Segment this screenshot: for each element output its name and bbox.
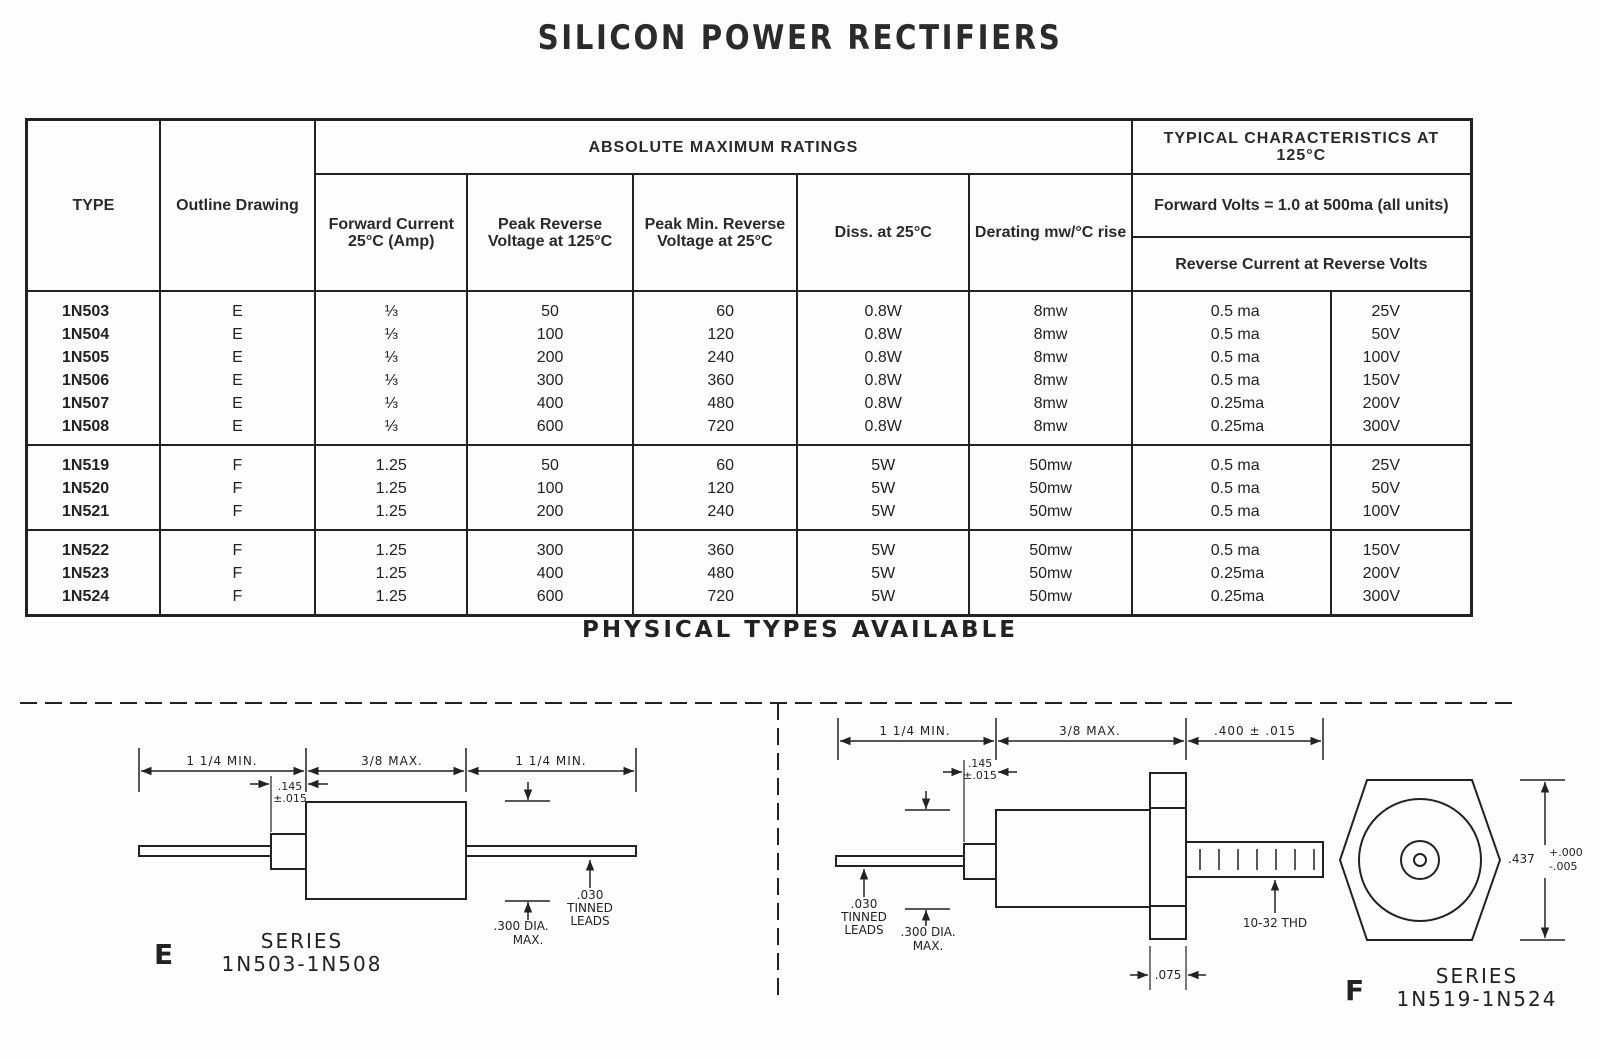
- cell-reverse-current: 0.5 ma: [1132, 477, 1331, 500]
- cell-peak-reverse-voltage: 100: [467, 323, 632, 346]
- cell-reverse-current: 0.5 ma: [1132, 369, 1331, 392]
- cell-peak-min-reverse-voltage: 360: [633, 369, 797, 392]
- cell-forward-current: 1.25: [315, 500, 467, 530]
- cell-forward-current: ⅓: [315, 392, 467, 415]
- cell-reverse-current: 0.25ma: [1132, 415, 1331, 445]
- cell-type: 1N507: [27, 392, 160, 415]
- cell-reverse-volts: 50V: [1331, 323, 1471, 346]
- cell-dissipation: 0.8W: [797, 323, 969, 346]
- cell-outline: E: [160, 323, 315, 346]
- header-outline-drawing: Outline Drawing: [160, 120, 315, 292]
- e-dim-diameter: .300 DIA.: [493, 919, 549, 933]
- f-dim-shoulder: .145: [967, 757, 993, 770]
- table-row: [27, 477, 1472, 500]
- cell-dissipation: 5W: [797, 477, 969, 500]
- f-hex-end-view: [1340, 780, 1500, 940]
- e-dim-body: 3/8 MAX.: [361, 754, 423, 768]
- cell-type: 1N505: [27, 346, 160, 369]
- f-dim-hex-tol-minus: -.005: [1549, 860, 1578, 873]
- cell-peak-min-reverse-voltage: 60: [633, 291, 797, 323]
- e-right-lead: [466, 846, 636, 856]
- cell-reverse-volts: 150V: [1331, 530, 1471, 562]
- cell-derating: 50mw: [969, 530, 1131, 562]
- cell-type: 1N504: [27, 323, 160, 346]
- f-dim-lead-tinned: TINNED: [841, 910, 887, 924]
- cell-dissipation: 5W: [797, 562, 969, 585]
- header-forward-volts: Forward Volts = 1.0 at 500ma (all units): [1132, 174, 1472, 237]
- cell-peak-min-reverse-voltage: 720: [633, 415, 797, 445]
- e-dim-lead-left: 1 1/4 MIN.: [186, 754, 258, 768]
- cell-peak-min-reverse-voltage: 240: [633, 346, 797, 369]
- cell-reverse-volts: 150V: [1331, 369, 1471, 392]
- e-dim-lead-tinned: TINNED: [567, 901, 613, 915]
- cell-outline: E: [160, 415, 315, 445]
- cell-dissipation: 5W: [797, 585, 969, 616]
- table-row: [27, 585, 1472, 616]
- f-flange: [1150, 773, 1186, 939]
- cell-peak-min-reverse-voltage: 60: [633, 445, 797, 477]
- outline-f-drawing: [836, 718, 1565, 990]
- cell-reverse-volts: 25V: [1331, 445, 1471, 477]
- cell-outline: E: [160, 392, 315, 415]
- spec-table-body: [27, 291, 1472, 616]
- cell-outline: F: [160, 477, 315, 500]
- cell-peak-reverse-voltage: 50: [467, 445, 632, 477]
- cell-dissipation: 0.8W: [797, 392, 969, 415]
- cell-outline: F: [160, 530, 315, 562]
- f-lead: [836, 856, 964, 866]
- cell-peak-reverse-voltage: 50: [467, 291, 632, 323]
- cell-type: 1N522: [27, 530, 160, 562]
- cell-dissipation: 0.8W: [797, 291, 969, 323]
- e-series-range: 1N503-1N508: [221, 952, 383, 976]
- cell-derating: 50mw: [969, 585, 1131, 616]
- cell-type: 1N521: [27, 500, 160, 530]
- cell-derating: 8mw: [969, 369, 1131, 392]
- outline-e-drawing: [139, 748, 636, 920]
- e-left-shoulder: [271, 834, 306, 869]
- cell-peak-min-reverse-voltage: 720: [633, 585, 797, 616]
- cell-reverse-volts: 300V: [1331, 585, 1471, 616]
- e-dim-lead-right: 1 1/4 MIN.: [515, 754, 587, 768]
- cell-type: 1N503: [27, 291, 160, 323]
- cell-forward-current: ⅓: [315, 415, 467, 445]
- cell-dissipation: 5W: [797, 500, 969, 530]
- cell-reverse-current: 0.25ma: [1132, 562, 1331, 585]
- cell-derating: 8mw: [969, 415, 1131, 445]
- cell-reverse-volts: 50V: [1331, 477, 1471, 500]
- f-dim-shoulder-tol: ±.015: [963, 769, 997, 782]
- cell-forward-current: 1.25: [315, 530, 467, 562]
- cell-peak-reverse-voltage: 300: [467, 530, 632, 562]
- cell-outline: F: [160, 562, 315, 585]
- e-series-label: SERIES: [260, 929, 344, 953]
- f-shoulder: [964, 844, 996, 879]
- cell-type: 1N524: [27, 585, 160, 616]
- cell-forward-current: ⅓: [315, 323, 467, 346]
- cell-derating: 8mw: [969, 346, 1131, 369]
- cell-reverse-current: 0.25ma: [1132, 585, 1331, 616]
- cell-outline: E: [160, 369, 315, 392]
- header-reverse-current: Reverse Current at Reverse Volts: [1132, 237, 1472, 291]
- cell-peak-min-reverse-voltage: 480: [633, 392, 797, 415]
- header-derating: Derating mw/°C rise: [969, 174, 1131, 291]
- f-body: [996, 810, 1150, 907]
- table-row: [27, 323, 1472, 346]
- cell-peak-min-reverse-voltage: 120: [633, 323, 797, 346]
- cell-forward-current: 1.25: [315, 445, 467, 477]
- e-dim-shoulder-tol: ±.015: [273, 792, 307, 805]
- cell-reverse-current: 0.5 ma: [1132, 323, 1331, 346]
- f-dim-lead-leads: LEADS: [844, 923, 884, 937]
- f-dim-lead-diameter: .030: [850, 897, 878, 911]
- f-dim-thread: 10-32 THD: [1242, 916, 1308, 930]
- cell-forward-current: ⅓: [315, 291, 467, 323]
- cell-peak-reverse-voltage: 400: [467, 392, 632, 415]
- f-series-label: SERIES: [1435, 964, 1519, 988]
- f-dim-lead: 1 1/4 MIN.: [879, 724, 951, 738]
- cell-peak-min-reverse-voltage: 480: [633, 562, 797, 585]
- header-absolute-maximum-ratings: ABSOLUTE MAXIMUM RATINGS: [315, 120, 1132, 175]
- cell-peak-min-reverse-voltage: 120: [633, 477, 797, 500]
- table-row: [27, 415, 1472, 445]
- header-dissipation: Diss. at 25°C: [797, 174, 969, 291]
- cell-peak-min-reverse-voltage: 240: [633, 500, 797, 530]
- cell-reverse-volts: 300V: [1331, 415, 1471, 445]
- table-row: [27, 369, 1472, 392]
- cell-reverse-current: 0.5 ma: [1132, 291, 1331, 323]
- table-row: [27, 346, 1472, 369]
- cell-reverse-current: 0.25ma: [1132, 392, 1331, 415]
- cell-type: 1N519: [27, 445, 160, 477]
- f-dim-stud: .400 ± .015: [1213, 724, 1297, 738]
- outline-drawings: [0, 670, 1600, 1059]
- f-threaded-stud: [1186, 842, 1323, 877]
- cell-reverse-volts: 100V: [1331, 346, 1471, 369]
- cell-peak-reverse-voltage: 300: [467, 369, 632, 392]
- f-dim-flange: .075: [1154, 968, 1182, 982]
- cell-type: 1N523: [27, 562, 160, 585]
- cell-reverse-current: 0.5 ma: [1132, 500, 1331, 530]
- e-dim-lead-leads: LEADS: [570, 914, 610, 928]
- cell-forward-current: 1.25: [315, 477, 467, 500]
- cell-reverse-current: 0.5 ma: [1132, 346, 1331, 369]
- cell-type: 1N508: [27, 415, 160, 445]
- e-dim-diameter-max: MAX.: [512, 933, 544, 947]
- cell-reverse-current: 0.5 ma: [1132, 445, 1331, 477]
- f-dim-diameter-max: MAX.: [912, 939, 944, 953]
- e-body: [306, 802, 466, 899]
- e-left-lead: [139, 846, 271, 856]
- cell-dissipation: 0.8W: [797, 415, 969, 445]
- cell-peak-min-reverse-voltage: 360: [633, 530, 797, 562]
- cell-outline: E: [160, 346, 315, 369]
- cell-outline: E: [160, 291, 315, 323]
- cell-outline: F: [160, 445, 315, 477]
- cell-derating: 8mw: [969, 392, 1131, 415]
- cell-reverse-volts: 200V: [1331, 562, 1471, 585]
- cell-derating: 50mw: [969, 445, 1131, 477]
- cell-reverse-volts: 25V: [1331, 291, 1471, 323]
- f-dim-hex: .437: [1508, 852, 1535, 866]
- cell-outline: F: [160, 500, 315, 530]
- cell-reverse-volts: 100V: [1331, 500, 1471, 530]
- physical-types-title: PHYSICAL TYPES AVAILABLE: [582, 617, 1018, 643]
- f-series-range: 1N519-1N524: [1396, 987, 1558, 1011]
- cell-reverse-current: 0.5 ma: [1132, 530, 1331, 562]
- f-dim-diameter: .300 DIA.: [900, 925, 956, 939]
- cell-derating: 50mw: [969, 562, 1131, 585]
- e-dim-shoulder: .145: [277, 780, 303, 793]
- cell-derating: 8mw: [969, 323, 1131, 346]
- table-row: [27, 291, 1472, 323]
- outline-e-letter: E: [154, 938, 174, 971]
- cell-dissipation: 5W: [797, 530, 969, 562]
- cell-peak-reverse-voltage: 400: [467, 562, 632, 585]
- cell-peak-reverse-voltage: 100: [467, 477, 632, 500]
- table-row: [27, 562, 1472, 585]
- cell-derating: 50mw: [969, 477, 1131, 500]
- table-row: [27, 445, 1472, 477]
- cell-derating: 8mw: [969, 291, 1131, 323]
- header-peak-reverse-voltage: Peak Reverse Voltage at 125°C: [467, 174, 632, 291]
- header-forward-current: Forward Current 25°C (Amp): [315, 174, 467, 291]
- e-dim-lead-diameter: .030: [576, 888, 604, 902]
- cell-peak-reverse-voltage: 200: [467, 346, 632, 369]
- cell-dissipation: 0.8W: [797, 369, 969, 392]
- cell-peak-reverse-voltage: 600: [467, 585, 632, 616]
- cell-type: 1N506: [27, 369, 160, 392]
- outline-f-letter: F: [1345, 974, 1365, 1007]
- rectifier-spec-table: [25, 118, 1473, 617]
- page-title: SILICON POWER RECTIFIERS: [537, 18, 1063, 58]
- cell-derating: 50mw: [969, 500, 1131, 530]
- header-typical-characteristics: TYPICAL CHARACTERISTICS AT 125°C: [1132, 120, 1472, 175]
- cell-outline: F: [160, 585, 315, 616]
- table-row: [27, 530, 1472, 562]
- cell-peak-reverse-voltage: 200: [467, 500, 632, 530]
- cell-peak-reverse-voltage: 600: [467, 415, 632, 445]
- f-dim-hex-tol-plus: +.000: [1549, 846, 1583, 859]
- cell-forward-current: 1.25: [315, 562, 467, 585]
- cell-forward-current: 1.25: [315, 585, 467, 616]
- cell-reverse-volts: 200V: [1331, 392, 1471, 415]
- header-type: TYPE: [27, 120, 160, 292]
- cell-dissipation: 5W: [797, 445, 969, 477]
- cell-dissipation: 0.8W: [797, 346, 969, 369]
- table-row: [27, 500, 1472, 530]
- f-dim-body: 3/8 MAX.: [1059, 724, 1121, 738]
- table-row: [27, 392, 1472, 415]
- header-peak-min-reverse-voltage: Peak Min. Reverse Voltage at 25°C: [633, 174, 797, 291]
- cell-forward-current: ⅓: [315, 369, 467, 392]
- cell-forward-current: ⅓: [315, 346, 467, 369]
- cell-type: 1N520: [27, 477, 160, 500]
